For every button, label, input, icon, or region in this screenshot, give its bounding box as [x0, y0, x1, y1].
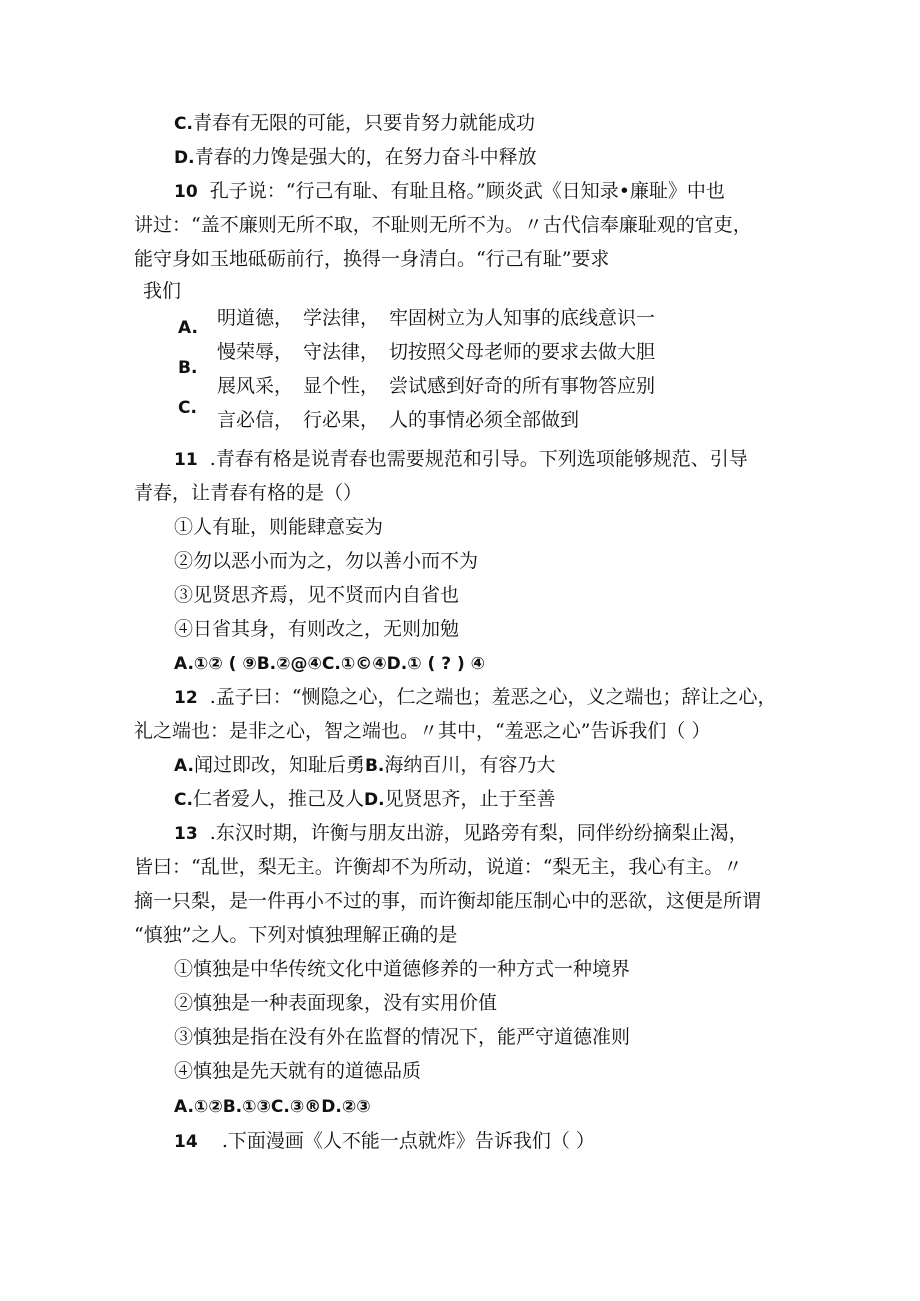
- q12-options-cd: C.仁者爱人，推己及人D.见贤思齐，止于至善: [174, 788, 556, 810]
- q13-item-1: ①慎独是中华传统文化中道德修养的一种方式一种境界: [174, 958, 631, 980]
- q14-number: 14: [174, 1132, 198, 1152]
- q10-stem-line-1: 10 孔子说：“行己有耻、有耻且格。”顾炎武《日知录•廉耻》中也: [174, 180, 725, 202]
- q13-number: 13: [174, 824, 198, 844]
- q11-item-3: ③见贤思齐焉，见不贤而内自省也: [174, 584, 460, 606]
- q13-stem-line-3: 摘一只梨，是一件再小不过的事，而许衡却能压制心中的恶欲，这便是所谓: [134, 890, 762, 912]
- q11-answer-options: A.①② ( ⑨B.②@④C.①©④D.① ( ? ) ④: [174, 654, 486, 674]
- q13-item-2: ②慎独是一种表面现象，没有实用价值: [174, 992, 498, 1014]
- q13-stem-line-2: 皆曰：“乱世，梨无主。许衡却不为所动，说道：“梨无主，我心有主。〃: [134, 856, 743, 878]
- q11-number: 11: [174, 450, 198, 470]
- q10-label-a: A.: [178, 318, 198, 338]
- q10-stem-line-3: 能守身如玉地砥砺前行，换得一身清白。“行己有耻”要求: [134, 248, 610, 270]
- q11-item-2: ②勿以恶小而为之，勿以善小而不为: [174, 550, 479, 572]
- q10-label-b: B.: [178, 358, 198, 378]
- q10-number: 10: [174, 182, 198, 202]
- q10-stem-line-2: 讲过：“盖不廉则无所不取，不耻则无所不为。〃古代信奉廉耻观的官吏，: [134, 214, 752, 236]
- q12-stem-line-1: 12 .孟子曰：“恻隐之心，仁之端也；羞恶之心，义之端也；辞让之心，: [174, 686, 777, 708]
- q11-item-4: ④日省其身，有则改之，无则加勉: [174, 618, 460, 640]
- q13-item-3: ③慎独是指在没有外在监督的情况下，能严守道德准则: [174, 1026, 631, 1048]
- q13-stem-line-4: “慎独”之人。下列对慎独理解正确的是: [134, 924, 458, 946]
- q10-option-row-2: 慢荣辱， 守法律， 切按照父母老师的要求去做大胆: [217, 341, 656, 363]
- q10-option-row-1: 明道德， 学法律， 牢固树立为人知事的底线意识一: [217, 307, 656, 329]
- q9-option-d: D.青春的力馋是强大的，在努力奋斗中释放: [174, 146, 537, 168]
- q10-option-row-3: 展风采， 显个性， 尝试感到好奇的所有事物答应别: [217, 375, 656, 397]
- q12-stem-line-2: 礼之端也：是非之心，智之端也。〃其中，“羞恶之心”告诉我们（ ）: [134, 720, 711, 742]
- q12-options-ab: A.闻过即改，知耻后勇B.海纳百川，有容乃大: [174, 754, 556, 776]
- q11-stem-line-1: 11 .青春有格是说青春也需要规范和引导。下列选项能够规范、引导: [174, 448, 748, 470]
- q13-item-4: ④慎独是先天就有的道德品质: [174, 1060, 422, 1082]
- q10-option-row-4: 言必信， 行必果， 人的事情必须全部做到: [217, 409, 580, 431]
- q12-number: 12: [174, 688, 198, 708]
- q13-stem-line-1: 13 .东汉时期，许衡与朋友出游，见路旁有梨，同伴纷纷摘梨止渴，: [174, 822, 748, 844]
- q11-item-1: ①人有耻，则能肆意妄为: [174, 516, 384, 538]
- q11-stem-line-2: 青春，让青春有格的是（）: [134, 482, 363, 504]
- q9-option-c: C.青春有无限的可能，只要肯努力就能成功: [174, 112, 535, 134]
- q13-answer-options: A.①②B.①③C.③®D.②③: [174, 1097, 371, 1117]
- q10-stem-line-4: 我们: [143, 280, 182, 302]
- q14-stem-line-1: 14 .下面漫画《人不能一点就炸》告诉我们（ ）: [174, 1130, 595, 1152]
- q10-label-c: C.: [178, 398, 197, 418]
